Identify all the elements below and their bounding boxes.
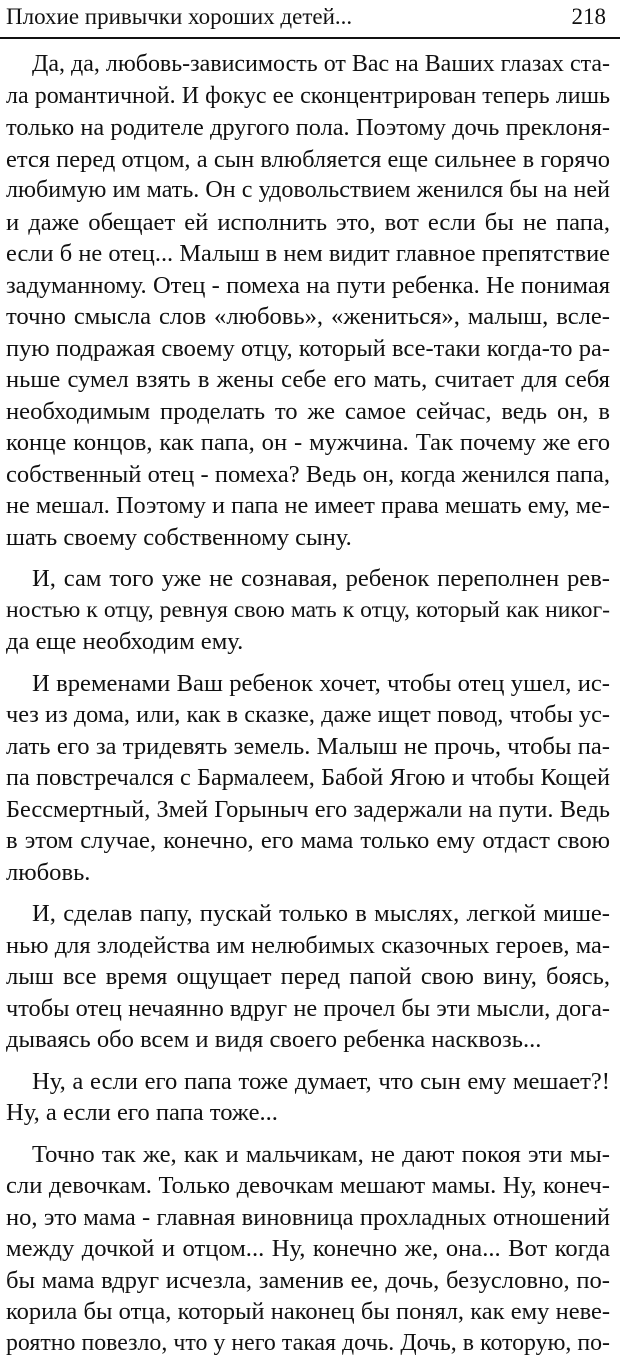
text-line: корила бы отца, который наконец бы понял, как ему неве- (6, 1296, 610, 1328)
text-line: конце концов, как папа, он - мужчина. Так почему же его (6, 427, 610, 459)
text-line: но, это мама - главная виновница прохладных отношений (6, 1202, 610, 1234)
text-line: И, сам того уже не сознавая, ребенок переполнен рев- (6, 563, 610, 595)
text-line: бы мама вдруг исчезла, заменив ее, дочь, безусловно, по- (6, 1265, 610, 1297)
text-line: чез из дома, или, как в сказке, даже ищет повод, чтобы ус- (6, 699, 610, 731)
text-line: Ну, а если его папа тоже... (6, 1097, 610, 1129)
body-text (6, 49, 610, 1359)
text-line: собственный отец - помеха? Ведь он, когда женился папа, (6, 459, 610, 491)
text-line: Бессмертный, Змей Горыныч его задержали на пути. Ведь (6, 794, 610, 826)
text-line: шать своему собственному сыну. (6, 522, 610, 554)
text-line: нью для злодейства им нелюбимых сказочных героев, ма- (6, 930, 610, 962)
header-rule (0, 37, 620, 39)
text-line: Да, да, любовь-зависимость от Вас на Ваших глазах ста- (6, 49, 610, 81)
text-line: ньше сумел взять в жены себе его мать, считает для себя (6, 364, 610, 396)
text-line: если б не отец... Малыш в нем видит главное препятствие (6, 238, 610, 270)
text-line: не мешал. Поэтому и папа не имеет права мешать ему, ме- (6, 490, 610, 522)
text-line: И временами Ваш ребенок хочет, чтобы отец ушел, ис- (6, 668, 610, 700)
text-line: ностью к отцу, ревнуя свою мать к отцу, который как никог- (6, 595, 610, 627)
text-line: любимую им мать. Он с удовольствием женился бы на ней (6, 175, 610, 207)
text-line: задуманному. Отец - помеха на пути ребенка. Не понимая (6, 270, 610, 302)
paragraph (6, 1139, 610, 1359)
text-line: лать его за тридевять земель. Малыш не прочь, чтобы па- (6, 731, 610, 763)
text-line: Точно так же, как и мальчикам, не дают покоя эти мы- (6, 1139, 610, 1171)
text-line: ла романтичной. И фокус ее сконцентрирован теперь лишь (6, 81, 610, 113)
text-line: лыш все время ощущает перед папой свою вину, боясь, (6, 961, 610, 993)
text-line: роятно повезло, что у него такая дочь. Дочь, в которую, по- (6, 1328, 610, 1359)
paragraph (6, 668, 610, 889)
text-line: сли девочкам. Только девочкам мешают мамы. Ну, конеч- (6, 1170, 610, 1202)
text-line: чтобы отец нечаянно вдруг не прочел бы эти мысли, дога- (6, 993, 610, 1025)
paragraph (6, 563, 610, 658)
text-line: и даже обещает ей исполнить это, вот если бы не папа, (6, 207, 610, 239)
text-line: между дочкой и отцом... Ну, конечно же, она... Вот когда (6, 1233, 610, 1265)
text-line: ется перед отцом, а сын влюбляется еще сильнее в горячо (6, 144, 610, 176)
text-line: только на родителе другого пола. Поэтому дочь преклоня- (6, 112, 610, 144)
text-line: любовь. (6, 857, 610, 889)
text-line: точно смысла слов «любовь», «жениться», малыш, вслe- (6, 301, 610, 333)
running-title: Плохие привычки хороших детей... (6, 2, 352, 32)
text-line: в этом случае, конечно, его мама только ему отдаст свою (6, 825, 610, 857)
text-line: необходимым проделать то же самое сейчас, ведь он, в (6, 396, 610, 428)
text-line: па повстречался с Бармалеем, Бабой Ягою и чтобы Кощей (6, 762, 610, 794)
text-line: Ну, а если его папа тоже думает, что сын ему мешает?! (6, 1066, 610, 1098)
text-line: пую подражая своему отцу, который все-таки когда-то ра- (6, 333, 610, 365)
page-header (6, 2, 606, 32)
paragraph (6, 49, 610, 553)
text-line: да еще необходим ему. (6, 626, 610, 658)
text-line: И, сделав папу, пускай только в мыслях, легкой мише- (6, 898, 610, 930)
text-line: дываясь обо всем и видя своего ребенка насквозь... (6, 1024, 610, 1056)
page-number: 218 (572, 2, 607, 32)
paragraph (6, 1066, 610, 1129)
paragraph (6, 898, 610, 1056)
